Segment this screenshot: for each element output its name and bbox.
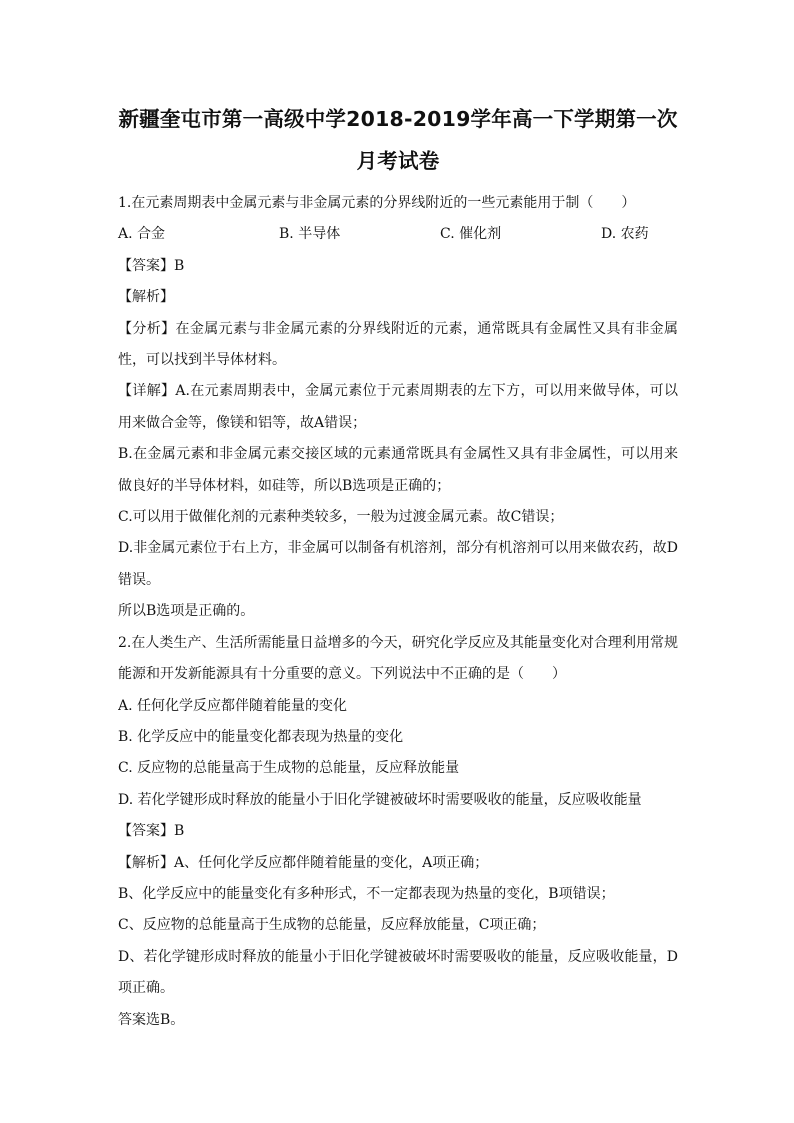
question-1-detail-b: B.在金属元素和非金属元素交接区域的元素通常既具有金属性又具有非金属性，可以用来做良好的半导体材料，如硅等，所以B选项是正确的； — [118, 446, 678, 494]
question-1-conclusion: 所以B选项是正确的。 — [118, 603, 255, 620]
question-1-stem: 1.在元素周期表中金属元素与非金属元素的分界线附近的一些元素能用于制（ ） — [118, 195, 636, 211]
question-1-answer: 【答案】B — [118, 257, 185, 274]
question-1-analysis-heading: 【解析】 — [118, 289, 174, 306]
question-2 — [118, 628, 678, 1036]
title-line-1: 新疆奎屯市第一高级中学2018-2019学年高一下学期第一次 — [118, 107, 678, 131]
title-line-2: 月考试卷 — [356, 149, 440, 173]
option-c: C. 催化剂 — [440, 226, 502, 243]
question-2-option-d: D. 若化学键形成时释放的能量小于旧化学键被破坏时需要吸收的能量，反应吸收能量 — [118, 791, 642, 808]
question-1 — [118, 188, 678, 628]
question-1-detail-d: D.非金属元素位于右上方，非金属可以制备有机溶剂，部分有机溶剂可以用来做农药，故D错误。 — [118, 540, 678, 588]
question-2-option-a: A. 任何化学反应都伴随着能量的变化 — [118, 697, 348, 714]
option-b: B. 半导体 — [279, 226, 341, 243]
question-1-options — [118, 219, 678, 250]
question-1-fenxi: 【分析】在金属元素与非金属元素的分界线附近的元素，通常既具有金属性又具有非金属性，可以找到半导体材料。 — [118, 320, 678, 369]
question-2-analysis-d: D、若化学键形成时释放的能量小于旧化学键被破坏时需要吸收的能量，反应吸收能量，D项正确。 — [118, 948, 678, 997]
question-2-answer: 【答案】B — [118, 823, 185, 840]
question-2-option-c: C. 反应物的总能量高于生成物的总能量，反应释放能量 — [118, 760, 460, 777]
question-2-conclusion: 答案选B。 — [118, 1011, 185, 1028]
question-2-analysis-b: B、化学反应中的能量变化有多种形式，不一定都表现为热量的变化，B项错误； — [118, 885, 615, 902]
question-1-xiangjie: 【详解】A.在元素周期表中，金属元素位于元素周期表的左下方，可以用来做导体，可以用来做合金等，像镁和铝等，故A错误； — [118, 383, 678, 431]
question-1-detail-c: C.可以用于做催化剂的元素种类较多，一般为过渡金属元素。故C错误； — [118, 509, 564, 526]
question-2-stem: 2.在人类生产、生活所需能量日益增多的今天，研究化学反应及其能量变化对合理利用常规能源和开发新能源具有十分重要的意义。下列说法中不正确的是（ ） — [118, 634, 678, 683]
question-2-analysis-c: C、反应物的总能量高于生成物的总能量，反应释放能量，C项正确； — [118, 917, 546, 934]
question-2-analysis-a: 【解析】A、任何化学反应都伴随着能量的变化，A项正确； — [118, 854, 489, 871]
page-title — [118, 98, 678, 182]
option-d: D. 农药 — [601, 226, 649, 243]
question-2-option-b: B. 化学反应中的能量变化都表现为热量的变化 — [118, 728, 404, 745]
option-a: A. 合金 — [118, 226, 166, 243]
